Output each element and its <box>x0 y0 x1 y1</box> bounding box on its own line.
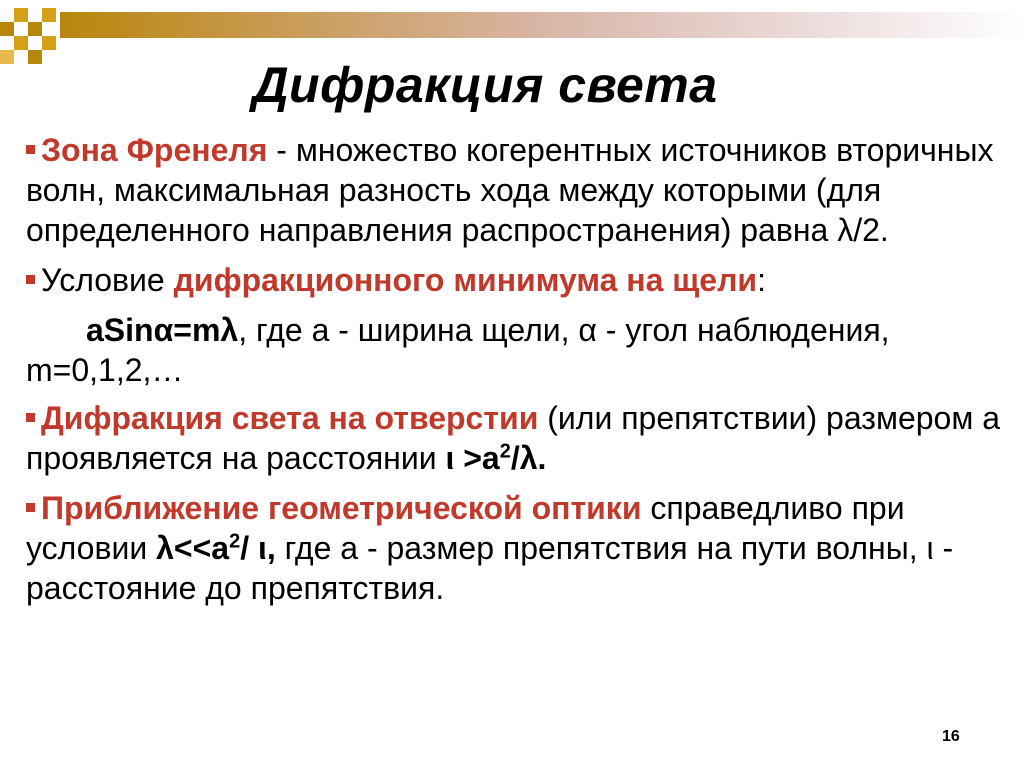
slide-title: Дифракция света <box>252 57 718 113</box>
square-bullet-icon <box>26 275 35 284</box>
deco-square <box>42 8 56 22</box>
deco-square <box>0 22 14 36</box>
header-gradient-band <box>60 12 1024 38</box>
minimum-formula: aSinα=mλ <box>86 312 239 348</box>
geometric-paragraph <box>26 488 1001 608</box>
aperture-paragraph <box>26 398 1001 478</box>
minimum-term: дифракционного минимума на щели <box>173 262 758 298</box>
geometric-condition: $\lambda<<a^2/$ ι, <box>156 530 276 566</box>
geometric-term: Приближение геометрической оптики <box>41 490 642 526</box>
minimum-formula-text: , где a - ширина щели, α - угол наблюдения, m=0,1,2,… <box>26 312 890 388</box>
deco-square <box>14 8 28 22</box>
fresnel-paragraph <box>26 130 1001 250</box>
aperture-term: Дифракция света на отверстии <box>41 400 539 436</box>
square-bullet-icon <box>26 145 35 154</box>
deco-square <box>42 36 56 50</box>
aperture-condition: $\iota >a^2/\lambda$. <box>445 440 547 476</box>
minimum-suffix: : <box>757 262 766 298</box>
square-bullet-icon <box>26 413 35 422</box>
aperture-text: (или препятствии) размером а проявляется на расстоянии <box>26 400 1001 476</box>
formula-paragraph <box>26 310 1001 390</box>
square-bullet-icon <box>26 503 35 512</box>
fresnel-text: - множество когерентных источников вторичных волн, максимальная разность хода между которыми (для определенного направления распространения) равна λ/2. <box>26 132 994 248</box>
fresnel-term: Зона Френеля <box>41 132 268 168</box>
geometric-text: справедливо при условии <box>26 490 905 566</box>
slide-body <box>26 130 1001 618</box>
deco-square <box>14 36 28 50</box>
page-number: 16 <box>942 728 960 745</box>
geometric-text-end: где a - размер препятствия на пути волны, ι - расстояние до препятствия. <box>26 530 954 606</box>
minimum-prefix: Условие <box>41 262 174 298</box>
deco-square <box>28 22 42 36</box>
minimum-paragraph <box>26 260 1001 300</box>
